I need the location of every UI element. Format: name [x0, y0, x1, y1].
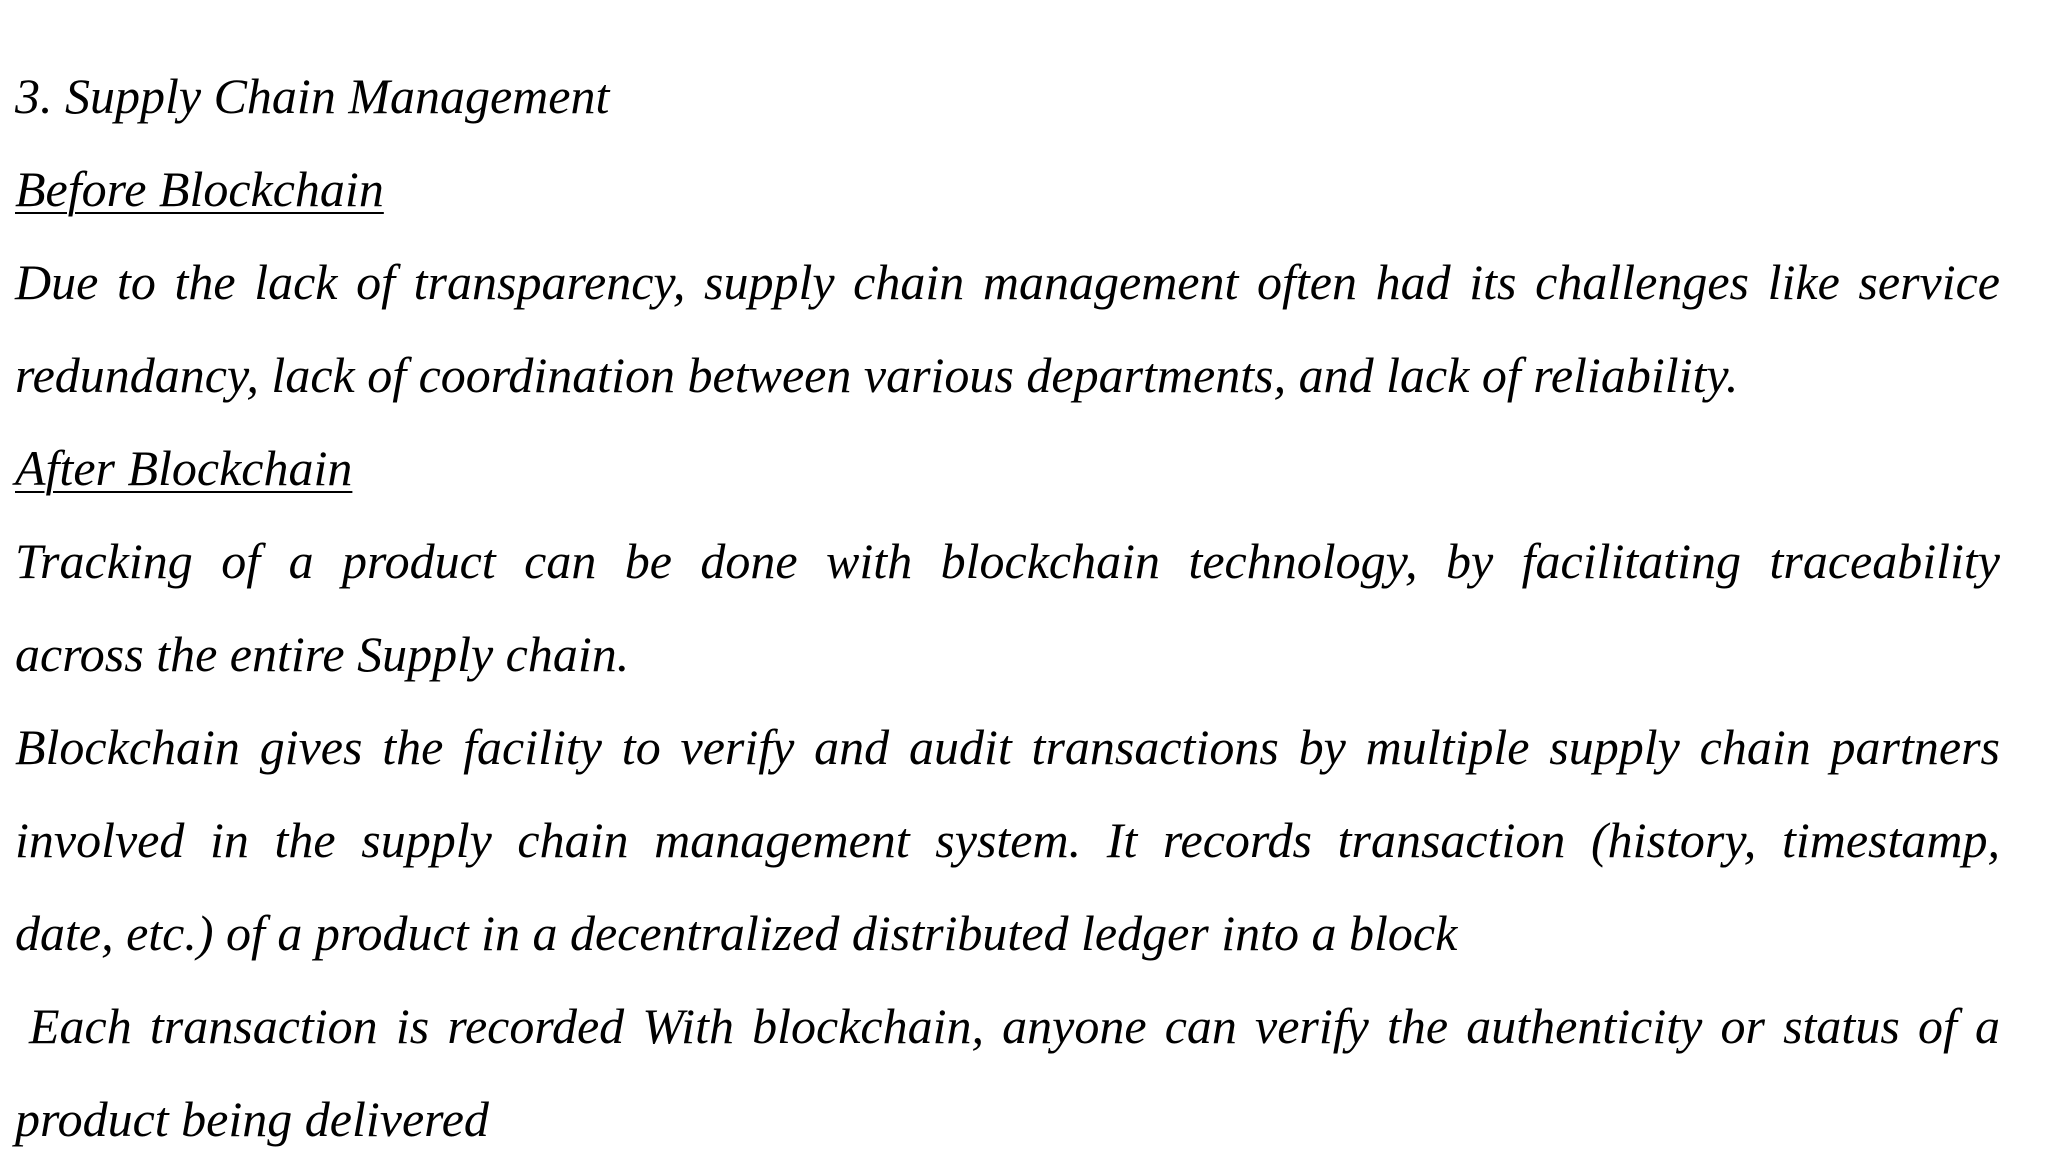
verify-paragraph-line-1: Blockchain gives the facility to verify and audit transactions by multiple supply chain partners	[15, 719, 2000, 775]
document-body	[15, 50, 2000, 1166]
after-blockchain-heading: After Blockchain	[15, 440, 353, 496]
before-paragraph-line-2: redundancy, lack of coordination between various departments, and lack of reliability.	[15, 347, 1739, 403]
before-blockchain-heading: Before Blockchain	[15, 161, 384, 217]
transaction-paragraph-line-1: Each transaction is recorded With blockchain, anyone can verify the authenticity or status of a	[29, 998, 2000, 1054]
before-paragraph-line-1: Due to the lack of transparency, supply chain management often had its challenges like service	[15, 254, 2000, 310]
tracking-paragraph-line-2: across the entire Supply chain.	[15, 626, 630, 682]
section-heading: 3. Supply Chain Management	[15, 68, 610, 124]
transaction-paragraph-line-2: product being delivered	[15, 1091, 489, 1147]
verify-paragraph-line-2: involved in the supply chain management system. It records transaction (history, timestamp,	[15, 812, 2000, 868]
verify-paragraph-line-3: date, etc.) of a product in a decentralized distributed ledger into a block	[15, 905, 1458, 961]
tracking-paragraph-line-1: Tracking of a product can be done with blockchain technology, by facilitating traceability	[15, 533, 2000, 589]
